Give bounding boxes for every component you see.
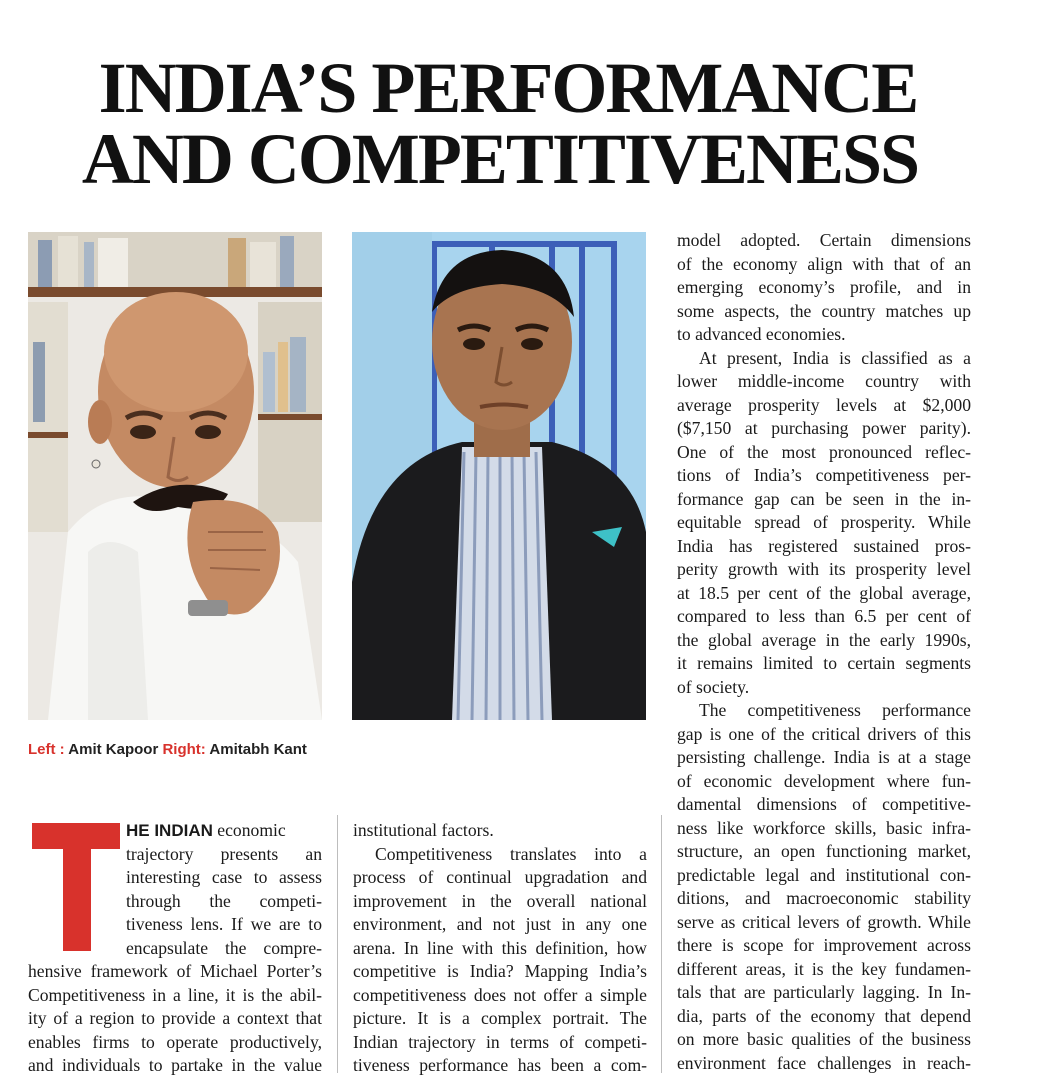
article-line: encapsulate the compre-: [126, 937, 322, 958]
article-line: competitiveness does not offer a simple: [353, 984, 647, 1005]
article-line: Indian trajectory in terms of competi-: [353, 1031, 647, 1052]
article-line: damental dimensions of competitive-: [677, 794, 971, 814]
article-line: through the competi-: [126, 890, 322, 911]
photo-caption: [28, 741, 307, 758]
article-line: picture. It is a complex portrait. The: [353, 1008, 647, 1028]
article-line: it remains limited to certain segments: [677, 653, 971, 673]
article-line: at 18.5 per cent of the global average,: [677, 582, 971, 603]
article-line: Competitiveness in a line, it is the abil-: [28, 984, 322, 1005]
article-line: perity growth with its prosperity level: [677, 559, 971, 579]
column-rule: [337, 815, 338, 1073]
article-line: model adopted. Certain dimensions: [677, 230, 971, 250]
article-line: ($7,150 at purchasing power parity).: [677, 418, 971, 438]
article-line: there is scope for improvement across: [677, 935, 971, 955]
article-line: The competitiveness performance: [699, 700, 971, 720]
caption-left-label: Left :: [28, 741, 65, 758]
article-line: Competitiveness translates into a: [375, 843, 647, 864]
column-rule: [661, 815, 662, 1073]
article-line: ness like workforce skills, basic infra-: [677, 817, 971, 838]
article-line: and individuals to partake in the value: [28, 1055, 322, 1075]
article-line: compared to less than 6.5 per cent of: [677, 606, 971, 626]
article-line: formance gap can be seen in the in-: [677, 488, 971, 509]
article-line: gap is one of the critical drivers of this: [677, 723, 971, 744]
article-line: the global average in the early 1990s,: [677, 629, 971, 650]
article-line: India has registered sustained pros-: [677, 535, 971, 556]
article-line: serve as critical levers of growth. While: [677, 911, 971, 932]
article-line: environment, and not just in any one: [353, 914, 647, 934]
headline-line-1: INDIA’S PERFORMANCE: [98, 48, 918, 128]
caption-right-label: Right:: [162, 741, 206, 758]
article-line: environment face challenges in reach-: [677, 1052, 971, 1073]
article-column-3: [677, 229, 971, 1075]
article-line: institutional factors.: [353, 820, 494, 840]
article-leadin: HE INDIAN: [126, 821, 213, 840]
article-line: hensive framework of Michael Porter’s: [28, 961, 322, 981]
article-column-2: [353, 819, 647, 1078]
article-line: of society.: [677, 676, 750, 697]
article-column-1: [28, 819, 322, 1078]
article-line: process of continual upgradation and: [353, 867, 647, 887]
article-line: structure, an open functioning market,: [677, 841, 971, 861]
article-line: predictable legal and institutional con-: [677, 864, 971, 885]
article-line: arena. In line with this definition, how: [353, 937, 647, 958]
article-line: trajectory presents an: [126, 843, 322, 864]
article-line: on more basic qualities of the business: [677, 1029, 971, 1049]
article-line: persisting challenge. India is at a stage: [677, 747, 971, 767]
article-line: ditions, and macroeconomic stability: [677, 888, 971, 908]
caption-left-name: Amit Kapoor: [68, 741, 159, 758]
article-line: One of the most pronounced reflec-: [677, 441, 971, 462]
article-line: At present, India is classified as a: [699, 347, 971, 368]
article-line: tions of India’s competitiveness per-: [677, 465, 971, 485]
article-line: competitive is India? Mapping India’s: [353, 961, 647, 981]
article-line: HE INDIAN economic: [126, 820, 286, 840]
headline-line-2: AND COMPETITIVENESS: [81, 119, 919, 199]
article-line: tiveness lens. If we are to: [126, 914, 322, 934]
article-line: to advanced economies.: [677, 324, 846, 344]
article-line: ity of a region to provide a context that: [28, 1008, 322, 1028]
article-line: of economic development where fun-: [677, 770, 971, 791]
article-line: average prosperity levels at $2,000: [677, 394, 971, 415]
article-line: emerging economy’s profile, and in: [677, 277, 971, 297]
photo-amitabh-kant: [352, 232, 646, 720]
article-line: tiveness performance has been a com-: [353, 1055, 647, 1075]
article-line: interesting case to assess: [126, 867, 322, 887]
article-line: tals that are particularly lagging. In In-: [677, 982, 971, 1002]
article-line: dia, parts of the economy that depend: [677, 1005, 971, 1026]
caption-right-name: Amitabh Kant: [209, 741, 307, 758]
article-line: enables firms to operate productively,: [28, 1031, 322, 1052]
article-line: improvement in the overall national: [353, 890, 647, 911]
article-line: equitable spread of prosperity. While: [677, 512, 971, 532]
article-line: of the economy align with that of an: [677, 253, 971, 274]
article-line: different areas, it is the key fundamen-: [677, 958, 971, 979]
article-line: some aspects, the country matches up: [677, 300, 971, 321]
photo-amit-kapoor: [28, 232, 322, 720]
article-line: lower middle-income country with: [677, 371, 971, 391]
